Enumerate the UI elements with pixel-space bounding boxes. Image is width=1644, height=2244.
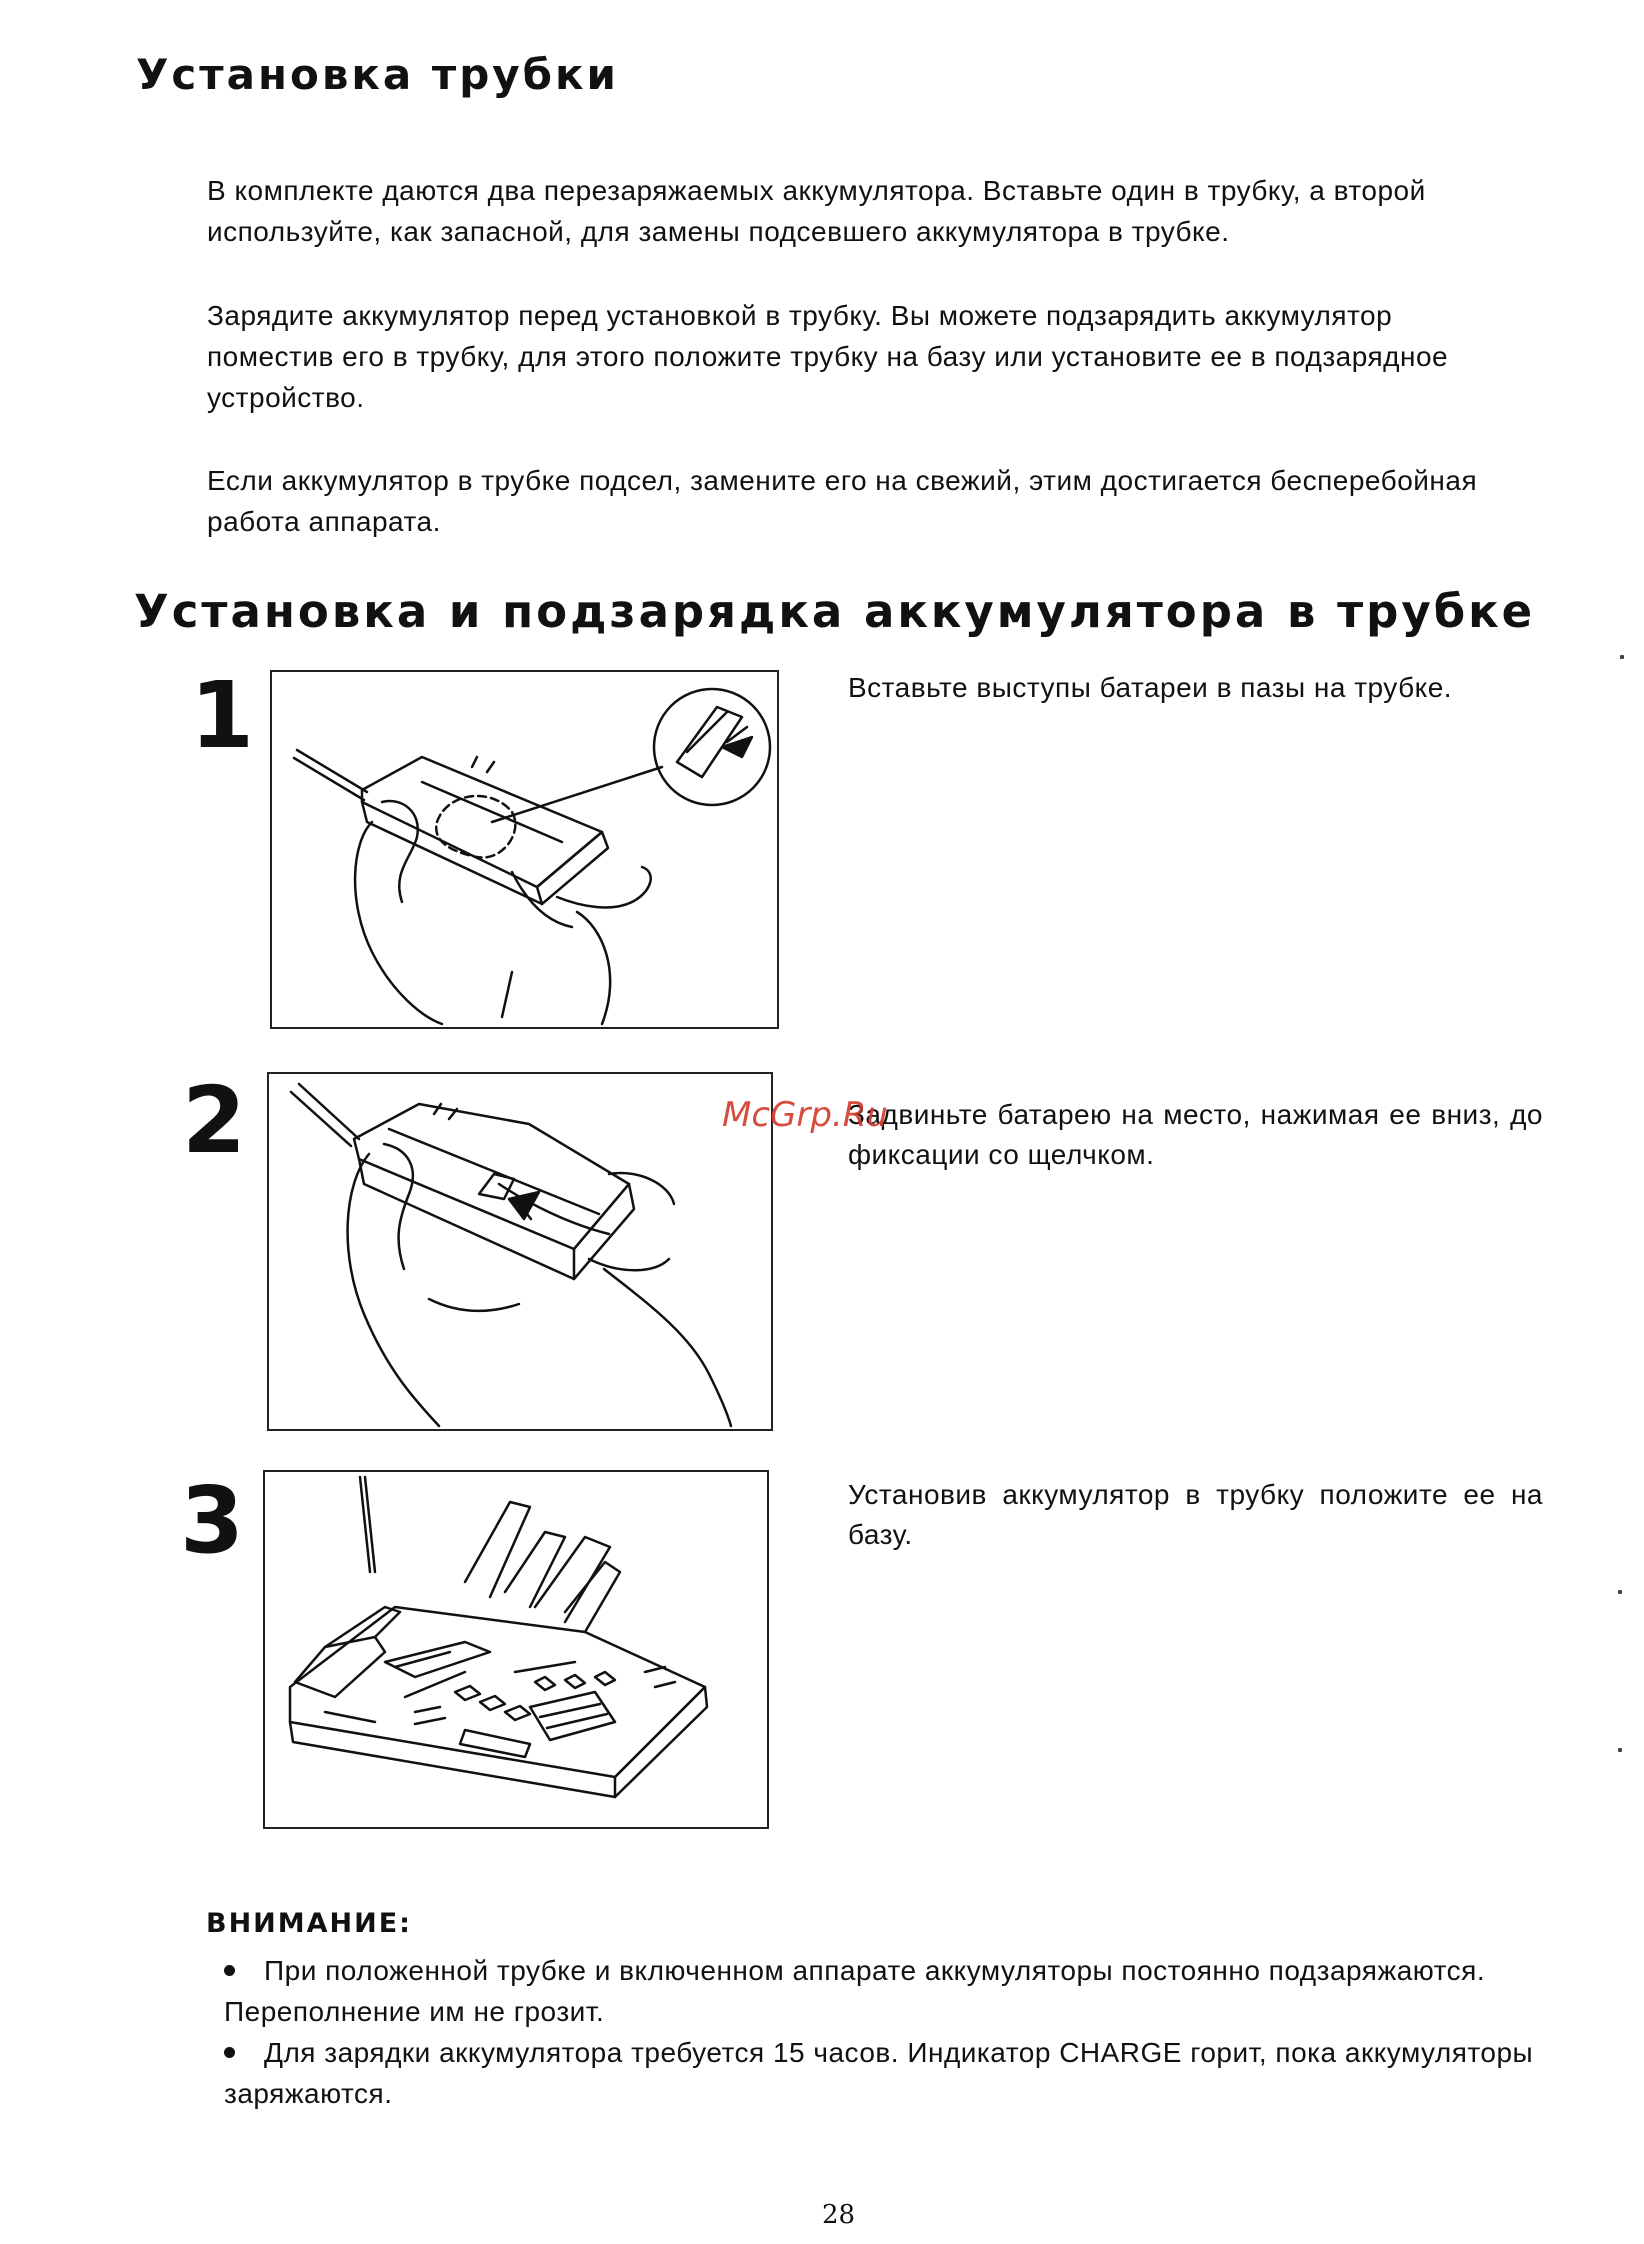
attention-item (224, 1950, 1554, 2032)
attention-item-text: При положенной трубке и включенном аппарате аккумуляторы постоянно подзаряжаются. Переполнение им не грозит. (224, 1955, 1486, 2027)
step-2-text: Задвиньте батарею на место, нажимая ее вниз, до фиксации со щелчком. (848, 1099, 1543, 1170)
scan-speck (1620, 655, 1624, 659)
step-number-1: 1 (190, 662, 255, 769)
intro-paragraph-2: Зарядите аккумулятор перед установкой в трубку. Вы можете подзарядить аккумулятор поместив его в трубку, для этого положите трубку на базу или установите ее в подзарядное устройство. (207, 300, 1449, 413)
intro-paragraph-3: Если аккумулятор в трубке подсел, замените его на свежий, этим достигается бесперебойная работа аппарата. (207, 465, 1478, 537)
scan-speck (1618, 1748, 1622, 1752)
hands-sliding-battery-illustration (269, 1074, 771, 1429)
page-number: 28 (822, 2200, 856, 2230)
section-title: Установка и подзарядка аккумулятора в трубке (134, 585, 1536, 638)
page-title: Установка трубки (136, 50, 619, 99)
scan-speck (1618, 1590, 1622, 1594)
step-1-text: Вставьте выступы батареи в пазы на трубке. (848, 672, 1453, 703)
step-2-illustration (267, 1072, 773, 1431)
attention-list (224, 1950, 1554, 2114)
step-number-3: 3 (180, 1467, 245, 1574)
step-1-illustration (270, 670, 779, 1029)
attention-heading: ВНИМАНИЕ: (206, 1908, 412, 1939)
step-3-illustration (263, 1470, 769, 1829)
bullet-icon (224, 2047, 235, 2058)
step-3-text: Установив аккумулятор в трубку положите ее на базу. (848, 1479, 1543, 1550)
step-number-2: 2 (182, 1067, 247, 1174)
fax-base-with-handset-illustration (265, 1472, 767, 1827)
intro-paragraph-1: В комплекте даются два перезаряжаемых аккумулятора. Вставьте один в трубку, а второй используйте, как запасной, для замены подсевшего аккумулятора в трубке. (207, 175, 1426, 247)
watermark-text: McGrp.Ru (722, 1095, 888, 1135)
attention-item (224, 2032, 1554, 2114)
attention-item-text: Для зарядки аккумулятора требуется 15 часов. Индикатор CHARGE горит, пока аккумуляторы заряжаются. (224, 2037, 1534, 2109)
hands-inserting-battery-illustration (272, 672, 777, 1027)
bullet-icon (224, 1965, 235, 1976)
